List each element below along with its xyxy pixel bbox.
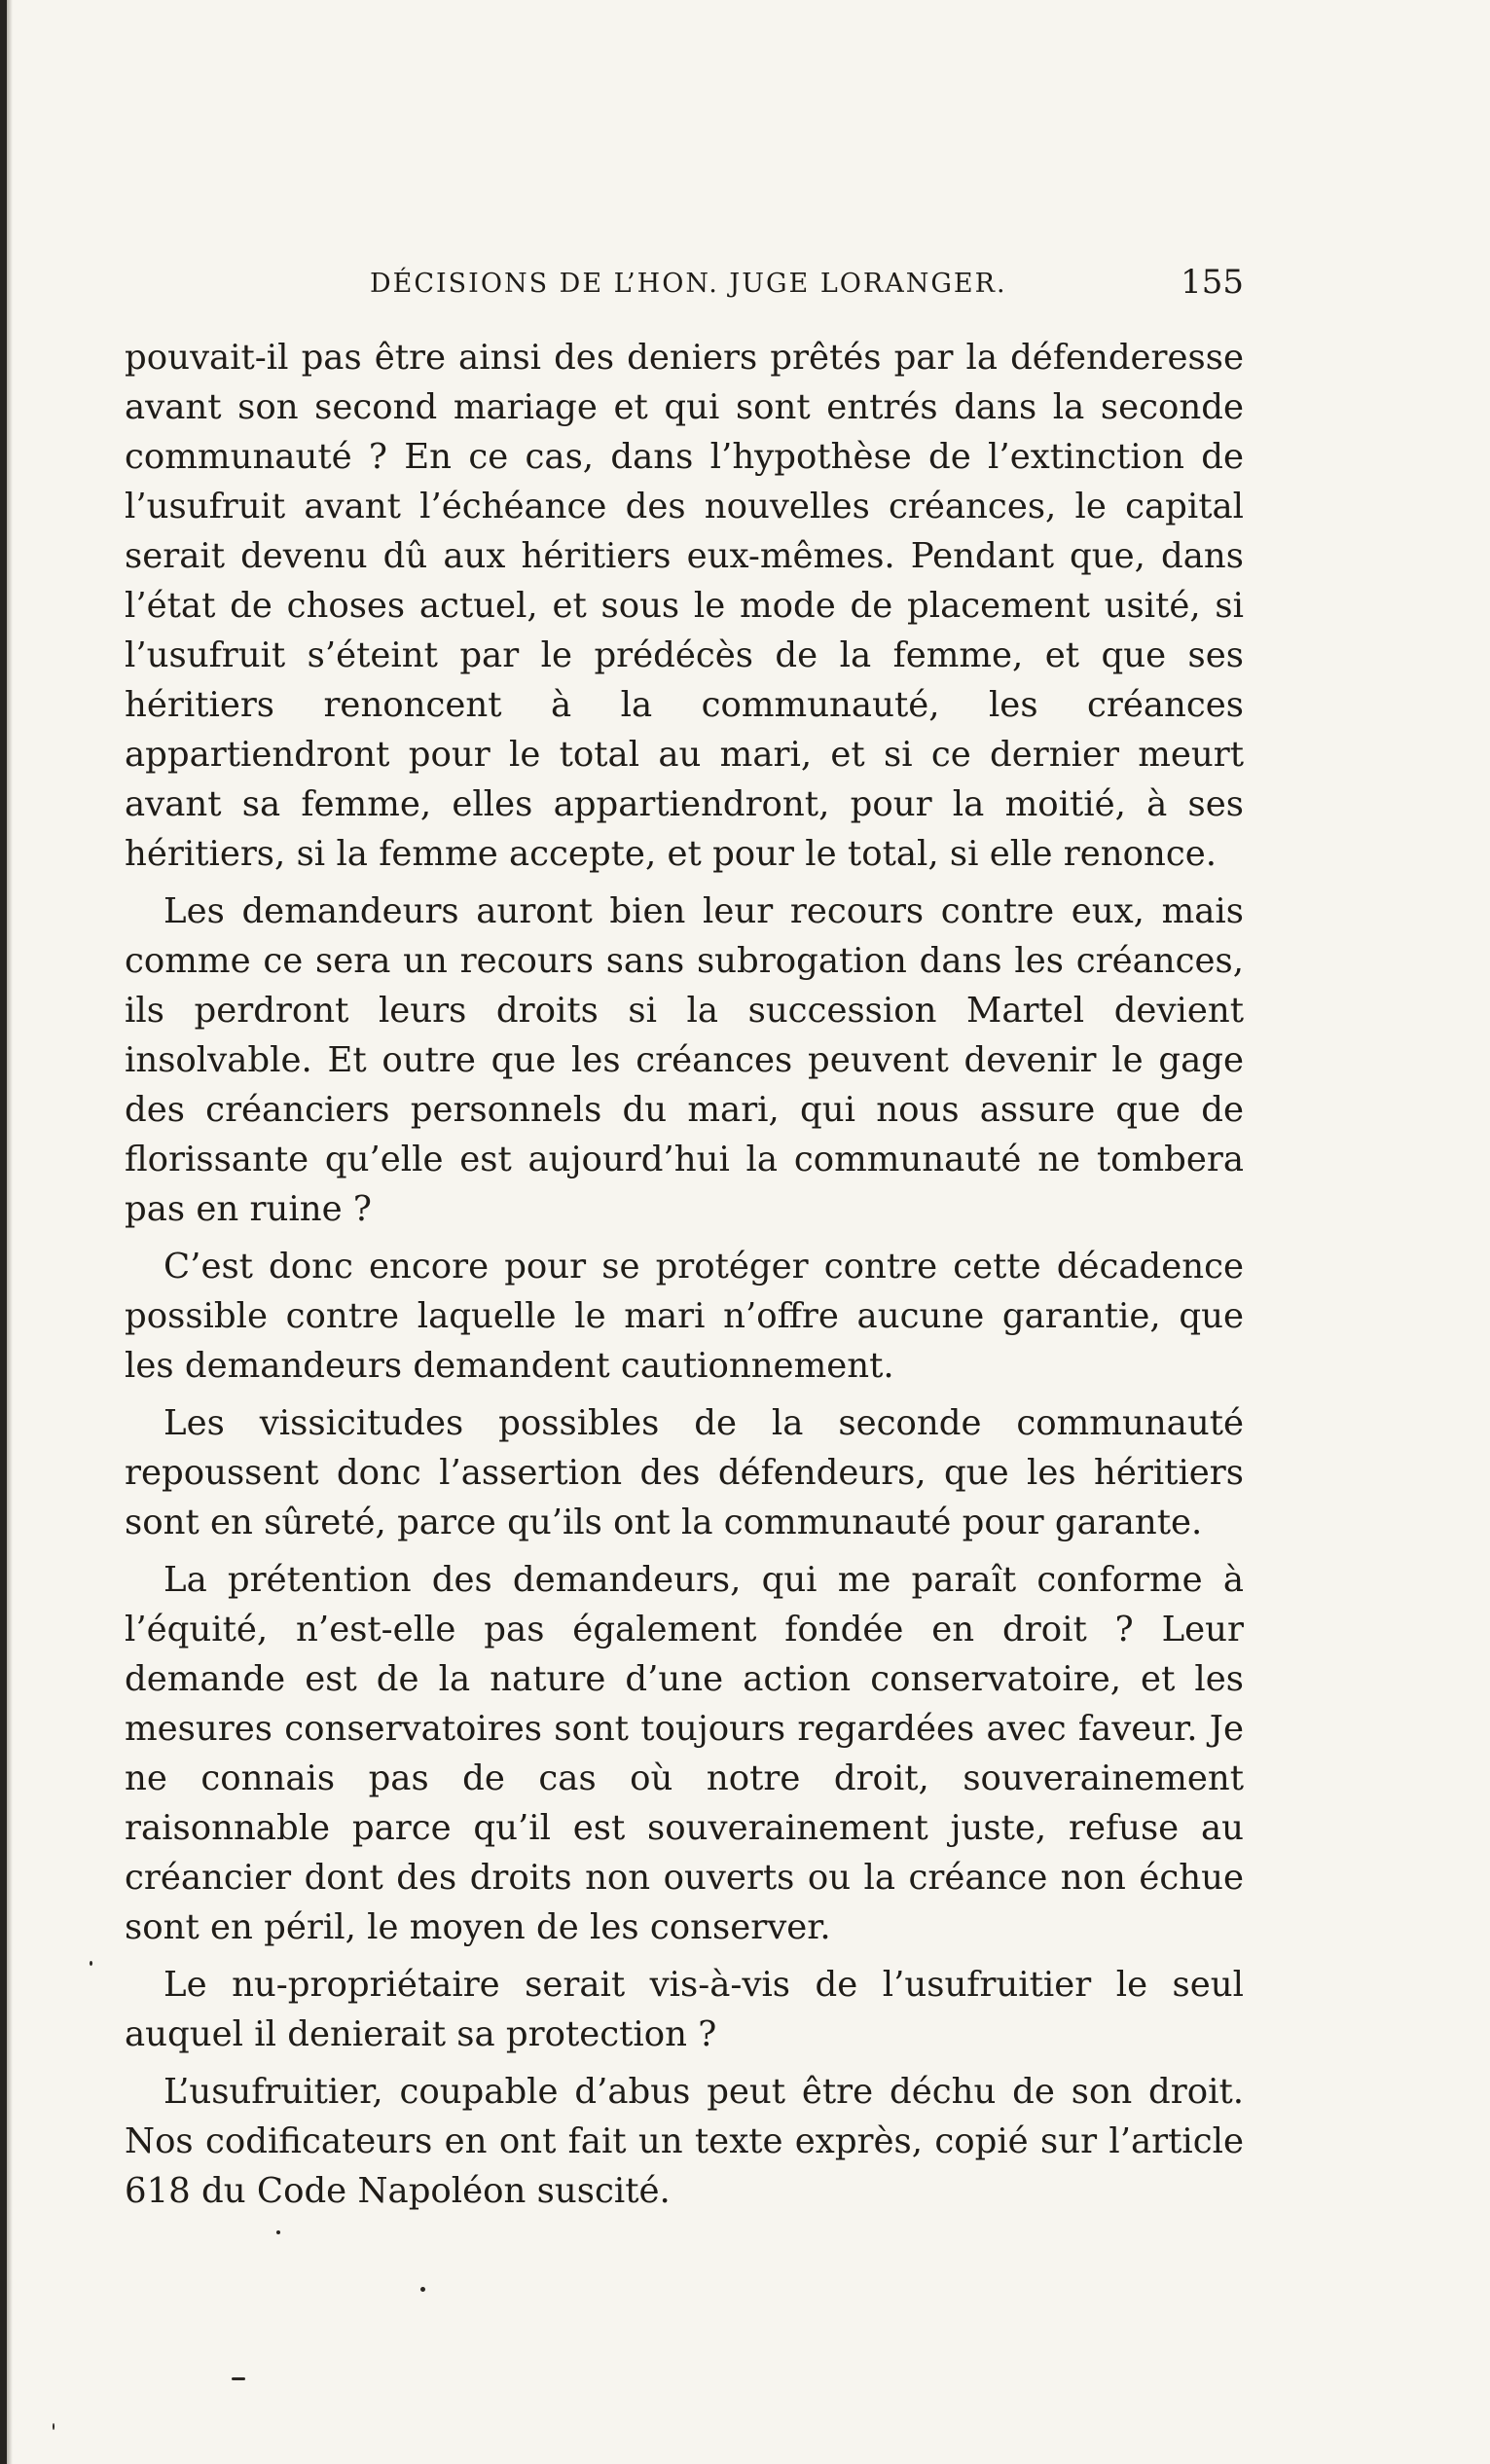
page-number: 155 — [1181, 263, 1244, 302]
paragraph-3: C’est donc encore pour se protéger contre cette décadence possible contre laquelle le mari n’offre aucune garantie, que les demandeurs demandent cautionnement. — [125, 1247, 1244, 1386]
ink-speck — [420, 2287, 425, 2292]
page-header — [125, 263, 1244, 306]
scan-edge-shadow — [7, 0, 13, 2464]
paragraph-4: Les vissicitudes possibles de la seconde communauté repoussent donc l’assertion des défendeurs, que les héritiers sont en sûreté, parce qu’ils ont la communauté pour garante. — [125, 1403, 1244, 1542]
scan-left-edge — [0, 0, 7, 2464]
ink-speck — [232, 2377, 245, 2380]
paragraph-1: pouvait-il pas être ainsi des deniers prêtés par la défenderesse avant son second mariage et qui sont entrés dans la seconde communauté ? En ce cas, dans l’hypothèse de l’extinction de l’usufruit avant l’échéance des nouvelles créances, le capital serait devenu dû aux héritiers eux-mêmes. Pendant que, dans l’état de choses actuel, et sous le mode de placement usité, si l’usufruit s’éteint par le prédécès de la femme, et que ses héritiers renoncent à la communauté, les créances appartiendront pour le total au mari, et si ce dernier meurt avant sa femme, elles appartiendront, pour la moitié, à ses héritiers, si la femme accepte, et pour le total, si elle renonce. — [125, 338, 1244, 874]
paragraph-6: Le nu-propriétaire serait vis-à-vis de l’usufruitier le seul auquel il denierait sa protection ? — [125, 1965, 1244, 2054]
ink-speck — [276, 2230, 280, 2234]
paragraph-5: La prétention des demandeurs, qui me paraît conforme à l’équité, n’est-elle pas également fondée en droit ? Leur demande est de la nature d’une action conservatoire, et les mesures conservatoires sont toujours regardées avec faveur. Je ne connais pas de cas où notre droit, souverainement raisonnable parce qu’il est souverainement juste, refuse au créancier dont des droits non ouverts ou la créance non échue sont en péril, le moyen de les conserver. — [125, 1560, 1244, 1947]
book-page — [125, 263, 1244, 2224]
paragraph-2: Les demandeurs auront bien leur recours contre eux, mais comme ce sera un recours sans subrogation dans les créances, ils perdront leurs droits si la succession Martel devient insolvable. Et outre que les créances peuvent devenir le gage des créanciers personnels du mari, qui nous assure que de florissante qu’elle est aujourd’hui la communauté ne tombera pas en ruine ? — [125, 891, 1244, 1229]
paragraph-7: L’usufruitier, coupable d’abus peut être déchu de son droit. Nos codificateurs en ont fait un texte exprès, copié sur l’article 618 du Code Napoléon suscité. — [125, 2072, 1244, 2211]
page-body — [125, 333, 1244, 2216]
ink-speck — [53, 2423, 55, 2430]
ink-speck — [90, 1961, 92, 1966]
running-title: DÉCISIONS DE L’HON. JUGE LORANGER. — [370, 269, 1007, 299]
